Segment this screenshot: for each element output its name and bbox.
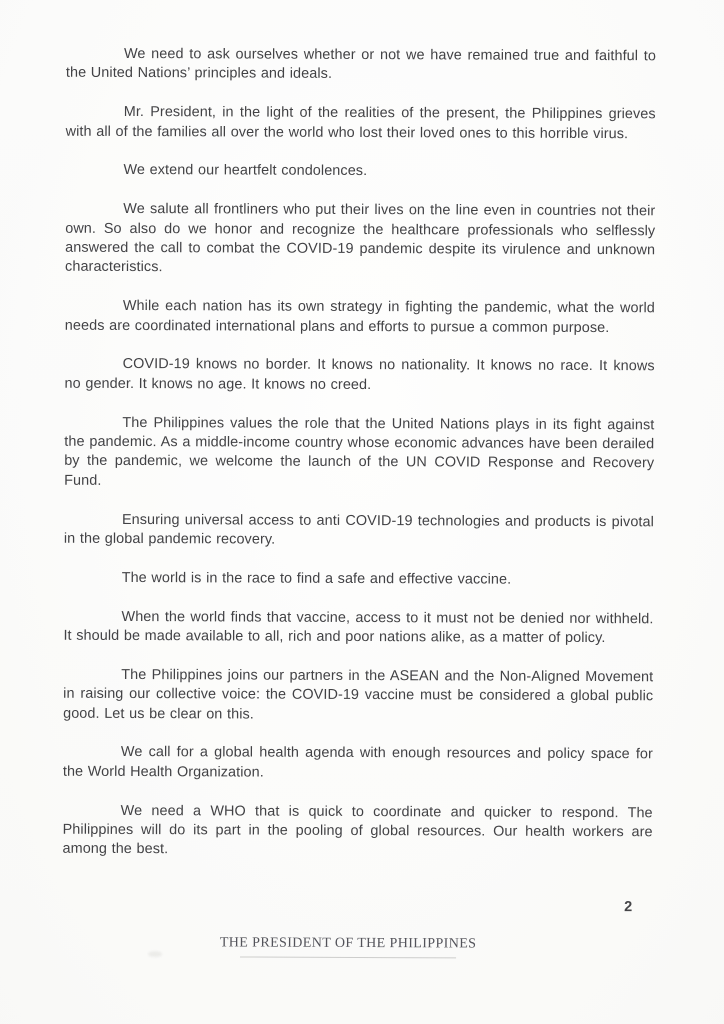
paragraph: While each nation has its own strategy in fighting the pandemic, what the world needs are coordinated international plans and efforts to pursue a common purpose. [64,298,655,336]
page-number: 2 [624,899,633,916]
paragraph: Ensuring universal access to anti COVID-19 technologies and products is pivotal in the global pandemic recovery. [63,511,654,548]
paragraph: We salute all frontliners who put their lives on the line even in countries not their own. So also do we honor and recognize the healthcare professionals who selflessly answered the call to combat the COVID-19 pandemic despite its virulence and unknown characteristics. [65,201,656,276]
paragraph: The world is in the race to find a safe and effective vaccine. [121,569,512,588]
paragraph: When the world finds that vaccine, access to it must not be denied nor withheld. It should be made available to all, rich and poor nations alike, as a matter of policy. [63,608,654,647]
paragraph: Mr. President, in the light of the realities of the present, the Philippines grieves with all of the families all over the world who lost their loved ones to this horrible virus. [65,104,656,142]
paragraph: We need a WHO that is quick to coordinate and quicker to respond. The Philippines will do its part in the pooling of global resources. Our health workers are among the best. [62,802,653,858]
letterhead-footer: THE PRESIDENT OF THE PHILIPPINES [219,935,477,952]
scan-artifact [148,951,162,957]
paragraph: We need to ask ourselves whether or not we have remained true and faithful to the United Nations’ principles and ideals. [65,45,657,83]
paragraph: The Philippines values the role that the United Nations plays in its fight against the pandemic. As a middle-income country whose economic advances have been derailed by the pandemic, we welcome the launch of the UN COVID Response and Recovery Fund. [64,414,655,489]
paragraph: The Philippines joins our partners in the ASEAN and the Non-Aligned Movement in raising our collective voice: the COVID-19 vaccine must be considered a global public good. Let us be clear on this. [63,666,654,723]
letterhead-rule [240,956,456,958]
speech-body [62,45,656,862]
paragraph: COVID-19 knows no border. It knows no nationality. It knows no race. It knows no gender. It knows no age. It knows no creed. [64,356,655,393]
paragraph: We call for a global health agenda with enough resources and policy space for the World Health Organization. [62,744,653,781]
paragraph: We extend our heartfelt condolences. [123,162,368,180]
